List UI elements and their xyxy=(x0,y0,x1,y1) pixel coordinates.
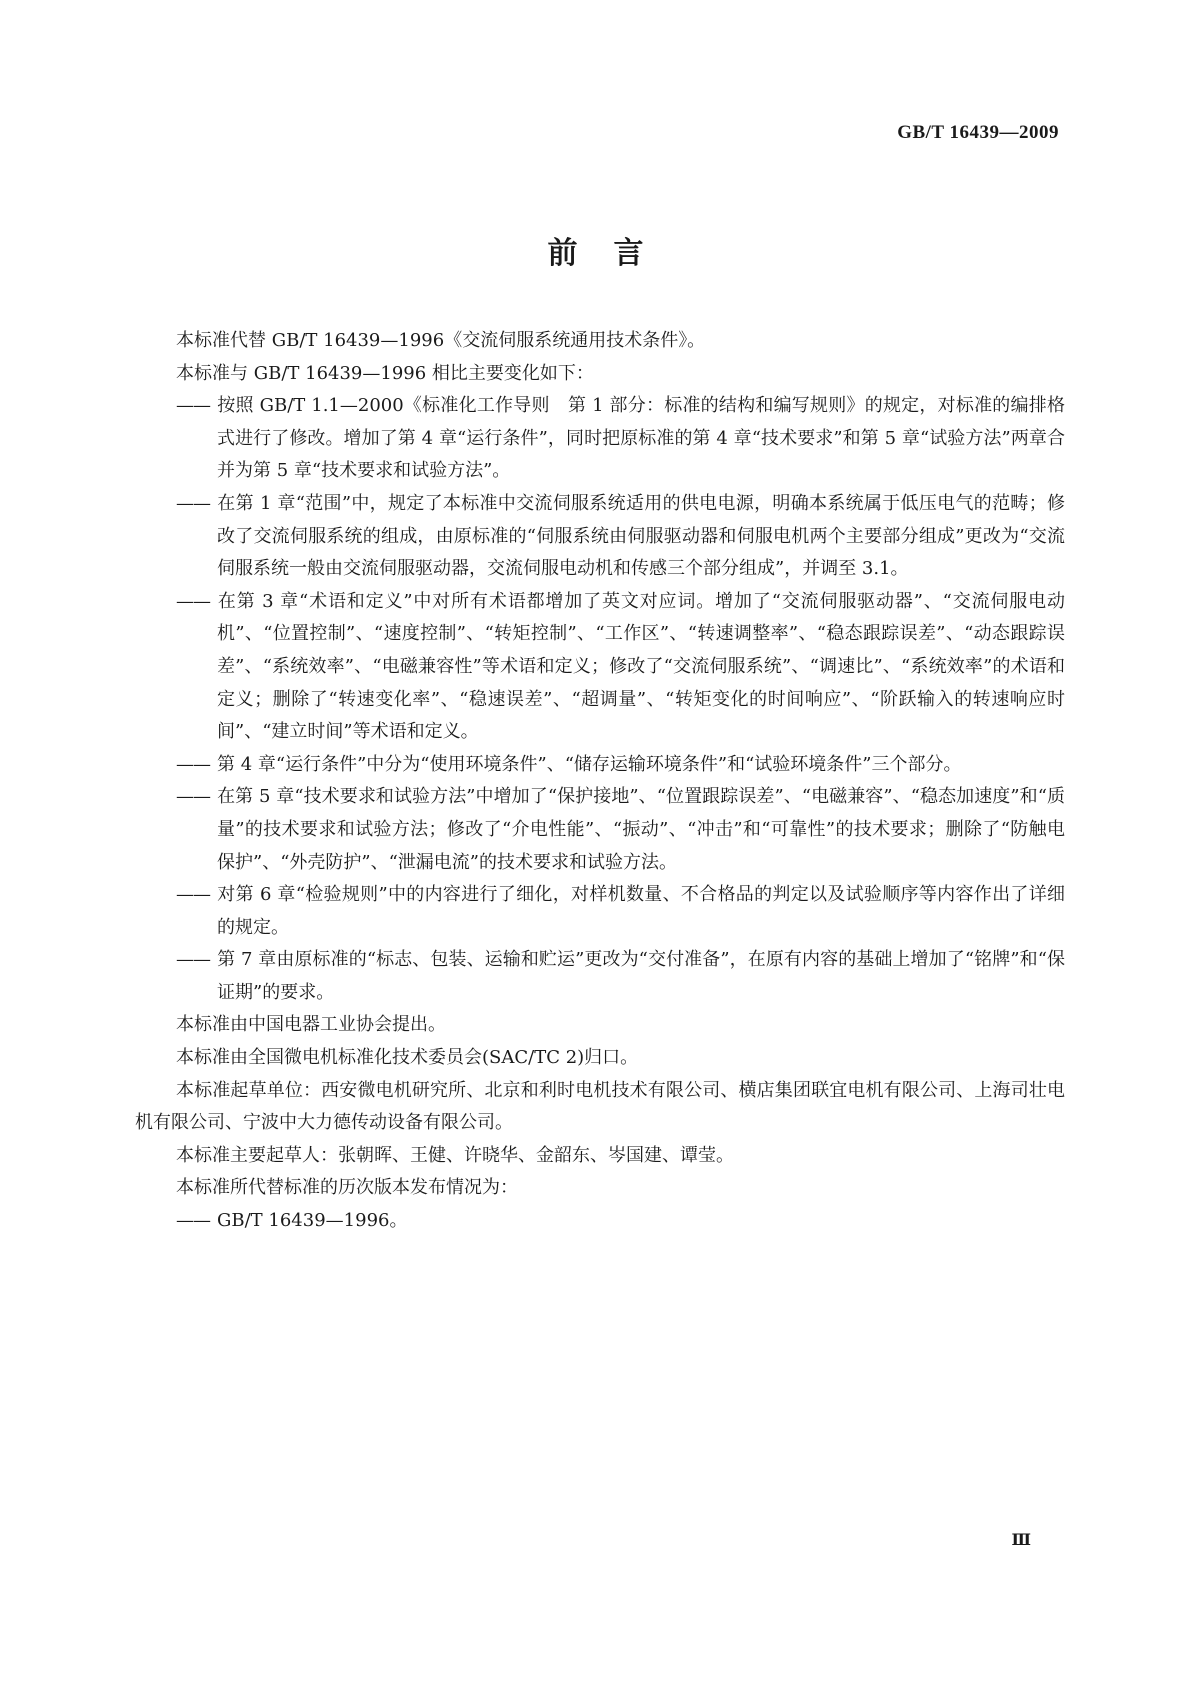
page-title: 前言 xyxy=(547,236,680,271)
change-item-text: 在第 1 章“范围”中，规定了本标准中交流伺服系统适用的供电电源，明确本系统属于低压电气的范畴；修改了交流伺服系统的组成，由原标准的“伺服系统由伺服驱动器和伺服电机两个主要部分组成”更改为“交流伺服系统一般由交流伺服驱动器，交流伺服电动机和传感三个部分组成”，并调至 3.1。 xyxy=(217,492,1065,580)
dash-mark: —— xyxy=(176,395,210,417)
change-item-format xyxy=(135,390,1065,488)
paragraph-drafters: 本标准主要起草人：张朝晖、王健、许晓华、金韶东、岑国建、谭莹。 xyxy=(176,1144,734,1166)
dash-mark: —— xyxy=(176,884,210,906)
previous-edition-item xyxy=(135,1205,1065,1238)
change-item-scope xyxy=(135,488,1065,586)
page-number: Ⅲ xyxy=(1011,1532,1031,1549)
change-item-delivery xyxy=(135,944,1065,1009)
change-item-text: 在第 3 章“术语和定义”中对所有术语都增加了英文对应词。增加了“交流伺服驱动器”、“交流伺服电动机”、“位置控制”、“速度控制”、“转矩控制”、“工作区”、“转速调整率”、“稳态跟踪误差”、“动态跟踪误差”、“系统效率”、“电磁兼容性”等术语和定义；修改了“交流伺服系统”、“调速比”、“系统效率”的术语和定义；删除了“转速变化率”、“稳速误差”、“超调量”、“转矩变化的时间响应”、“阶跃输入的转速响应时间”、“建立时间”等术语和定义。 xyxy=(217,590,1065,743)
change-item-text: 对第 6 章“检验规则”中的内容进行了细化，对样机数量、不合格品的判定以及试验顺序等内容作出了详细的规定。 xyxy=(217,884,1065,938)
dash-mark: —— xyxy=(176,590,210,612)
paragraph-proposed-by: 本标准由中国电器工业协会提出。 xyxy=(176,1014,446,1036)
change-item-inspection-rules xyxy=(135,879,1065,944)
dash-mark: —— xyxy=(176,949,210,971)
foreword-body xyxy=(135,325,1065,1238)
change-item-text: 第 7 章由原标准的“标志、包装、运输和贮运”更改为“交付准备”，在原有内容的基础上增加了“铭牌”和“保证期”的要求。 xyxy=(217,949,1065,1003)
dash-mark: —— xyxy=(176,1210,210,1232)
paragraph-centralized-by: 本标准由全国微电机标准化技术委员会(SAC/TC 2)归口。 xyxy=(176,1047,639,1069)
change-item-text: 在第 5 章“技术要求和试验方法”中增加了“保护接地”、“位置跟踪误差”、“电磁兼容”、“稳态加速度”和“质量”的技术要求和试验方法；修改了“介电性能”、“振动”、“冲击”和“可靠性”的技术要求；删除了“防触电保护”、“外壳防护”、“泄漏电流”的技术要求和试验方法。 xyxy=(217,786,1065,873)
previous-edition-text: GB/T 16439—1996。 xyxy=(217,1210,408,1232)
paragraph-drafting-units: 本标准起草单位：西安微电机研究所、北京和利时电机技术有限公司、横店集团联宜电机有限公司、上海司壮电机有限公司、宁波中大力德传动设备有限公司。 xyxy=(135,1079,1065,1134)
paragraph-replaces: 本标准代替 GB/T 16439—1996《交流伺服系统通用技术条件》。 xyxy=(176,330,706,351)
change-item-terms xyxy=(135,586,1065,749)
change-item-text: 按照 GB/T 1.1—2000《标准化工作导则 第 1 部分：标准的结构和编写规则》的规定，对标准的编排格式进行了修改。增加了第 4 章“运行条件”，同时把原标准的第 4 章“技术要求”和第 5 章“试验方法”两章合并为第 5 章“技术要求和试验方法”。 xyxy=(217,395,1065,482)
paragraph-changes-intro: 本标准与 GB/T 16439—1996 相比主要变化如下： xyxy=(176,362,594,384)
standard-number: GB/T 16439—2009 xyxy=(897,122,1059,143)
change-item-requirements xyxy=(135,781,1065,879)
change-item-operating-conditions xyxy=(135,749,1065,782)
dash-mark: —— xyxy=(176,753,210,775)
change-item-text: 第 4 章“运行条件”中分为“使用环境条件”、“储存运输环境条件”和“试验环境条件”三个部分。 xyxy=(217,753,962,775)
dash-mark: —— xyxy=(176,786,210,808)
dash-mark: —— xyxy=(176,492,210,514)
paragraph-previous-editions: 本标准所代替标准的历次版本发布情况为： xyxy=(176,1177,518,1199)
